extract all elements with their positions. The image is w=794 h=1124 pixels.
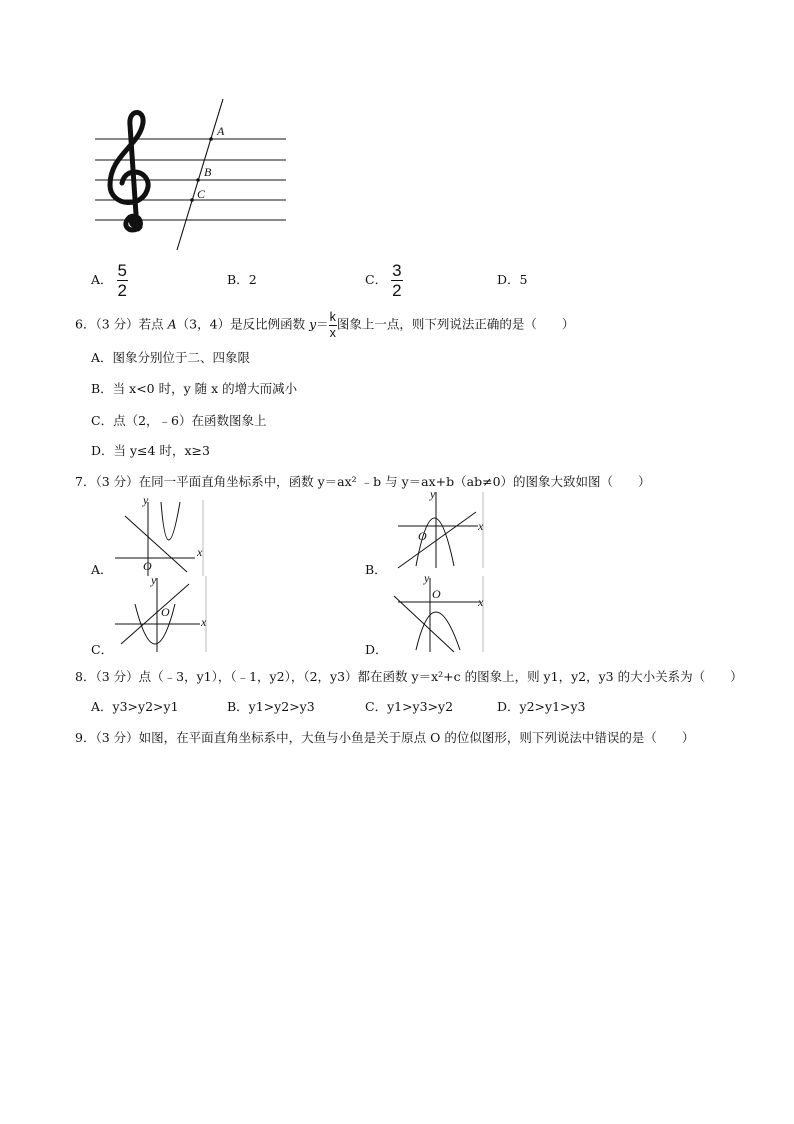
q5-option-d[interactable] xyxy=(497,270,527,288)
treble-clef-icon xyxy=(110,112,148,229)
q6-option-c[interactable]: C．点（2，﹣6）在函数图象上 xyxy=(91,413,267,428)
q6-option-b[interactable]: B．当 x<0 时，y 随 x 的增大而减小 xyxy=(91,381,298,396)
point-label-b: B xyxy=(204,165,212,179)
svg-text:x: x xyxy=(478,595,484,609)
svg-text:O: O xyxy=(143,559,152,573)
fraction: $\frac{3}{2}$ xyxy=(392,261,402,300)
svg-text:y: y xyxy=(143,493,149,507)
q8-option-a[interactable]: A．y3>y2>y1 xyxy=(91,699,179,714)
graph-d xyxy=(388,571,488,654)
q9-stem: 9．（3 分）如图，在平面直角坐标系中，大鱼与小鱼是关于原点 O 的位似图形，则下列说法中错误的是（ ） xyxy=(75,730,695,745)
q7-stem: 7．（3 分）在同一平面直角坐标系中，函数 y＝ax² ﹣b 与 y＝ax+b（ab≠0）的图象大致如图（ ） xyxy=(75,474,651,489)
q8-option-d[interactable]: D．y2>y1>y3 xyxy=(497,699,586,714)
q6-option-d[interactable]: D．当 y≤4 时，x≥3 xyxy=(91,443,210,458)
option-letter: D． xyxy=(497,272,520,287)
svg-text:y: y xyxy=(424,571,430,585)
svg-text:y: y xyxy=(151,573,157,587)
option-letter: A． xyxy=(91,272,113,287)
option-value: 2 xyxy=(248,272,257,287)
svg-text:O: O xyxy=(432,587,441,601)
q6-stem: 6．（3 分）若点 A（3，4）是反比例函数 y＝ $\frac{k}{x}$ 图象上一点，则下列说法正确的是（ ） xyxy=(75,310,575,340)
staff-figure xyxy=(90,95,290,255)
q6-option-a[interactable]: A．图象分别位于二、四象限 xyxy=(91,350,251,365)
q7-option-b[interactable]: B． xyxy=(365,562,387,577)
q7-option-d[interactable]: D． xyxy=(365,642,388,657)
fraction: $\frac{k}{x}$ xyxy=(329,310,336,340)
option-value: 5 xyxy=(519,272,528,287)
graph-b xyxy=(388,487,488,570)
graph-c xyxy=(115,574,210,654)
graph-a xyxy=(115,493,210,578)
point-label-c: C xyxy=(197,187,206,201)
svg-text:x: x xyxy=(197,545,203,559)
svg-text:O: O xyxy=(161,605,170,619)
option-letter: C． xyxy=(365,272,388,287)
svg-text:y: y xyxy=(430,487,436,501)
q8-option-b[interactable]: B．y1>y2>y3 xyxy=(227,699,315,714)
q8-option-c[interactable]: C．y1>y3>y2 xyxy=(365,699,454,714)
option-letter: B． xyxy=(227,272,249,287)
q5-option-c[interactable] xyxy=(365,262,403,299)
svg-text:x: x xyxy=(478,519,484,533)
svg-text:x: x xyxy=(201,615,207,629)
svg-text:O: O xyxy=(418,529,427,543)
q7-option-a[interactable]: A． xyxy=(91,562,113,577)
fraction: $\frac{5}{2}$ xyxy=(117,261,127,300)
point-label-a: A xyxy=(217,124,225,138)
q7-option-c[interactable]: C． xyxy=(91,642,114,657)
q5-option-a[interactable] xyxy=(91,262,128,299)
q8-stem: 8．（3 分）点（﹣3，y1），（﹣1，y2），（2，y3）都在函数 y＝x²+c 的图象上，则 y1，y2，y3 的大小关系为（ ） xyxy=(75,669,743,684)
q5-option-b[interactable] xyxy=(227,270,257,288)
